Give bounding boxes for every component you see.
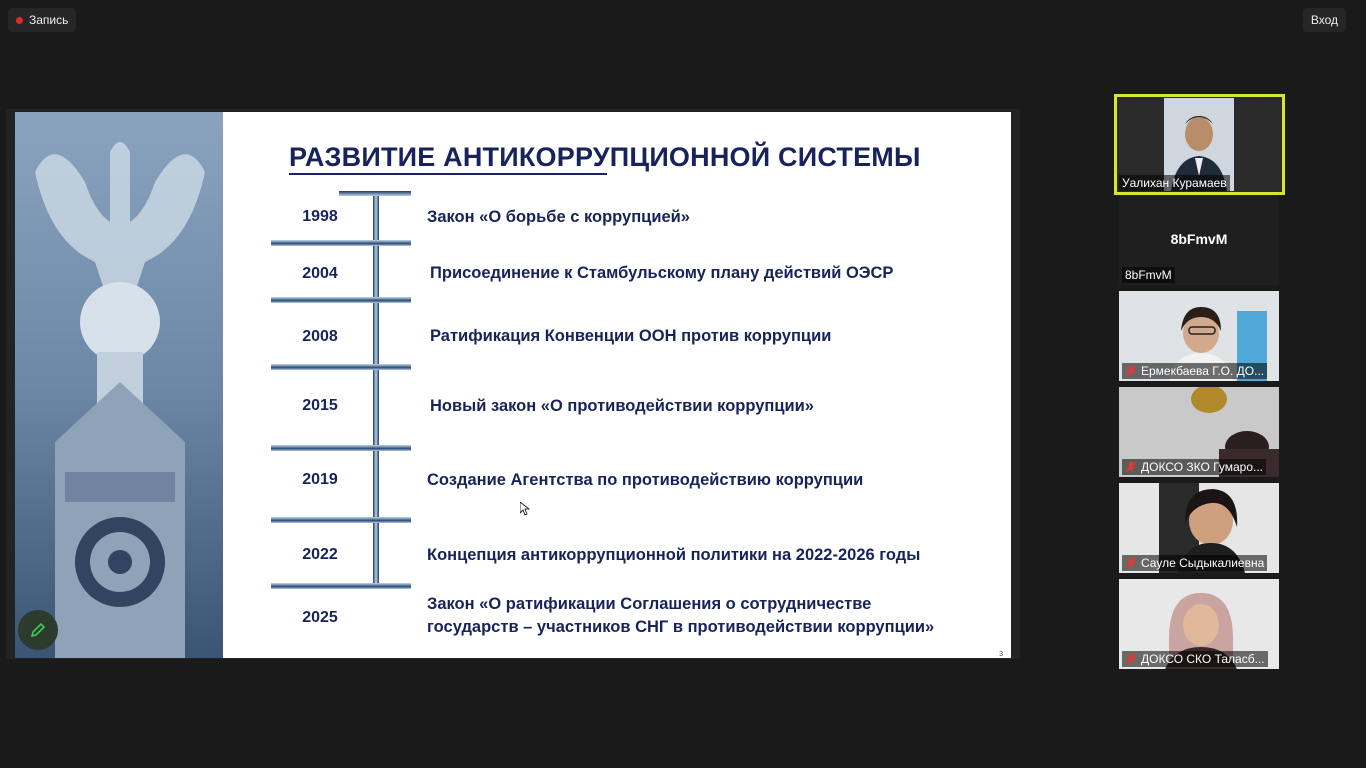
participant-name: Уалихан Курамаев [1119, 175, 1230, 191]
timeline-event: Новый закон «О противодействии коррупции» [430, 397, 814, 415]
participant-name: Сауле Сыдыкалиевна [1122, 555, 1267, 571]
timeline-divider [271, 445, 411, 451]
participant-center-label: 8bFmvM [1170, 231, 1228, 247]
slide-page-number: 3 [999, 651, 1003, 658]
timeline-year: 2004 [302, 265, 338, 282]
participant-tile[interactable] [1119, 483, 1279, 573]
timeline-year: 2008 [302, 328, 338, 345]
timeline-event: Закон «О ратификации Соглашения о сотрудничестве [427, 595, 872, 613]
slide-content [223, 112, 1011, 658]
participant-tile[interactable] [1119, 579, 1279, 669]
exit-label: Вход [1310, 13, 1338, 27]
timeline-year: 2025 [302, 609, 338, 626]
timeline-year: 1998 [302, 208, 338, 225]
mic-muted-icon [1125, 557, 1137, 569]
timeline-event: Создание Агентства по противодействию коррупции [427, 471, 864, 489]
participant-name: ДОКСО ЗКО Гумаро... [1122, 459, 1266, 475]
timeline-year: 2015 [302, 397, 338, 414]
mouse-cursor-icon [520, 502, 530, 516]
timeline-year: 2019 [302, 471, 338, 488]
monument-image [15, 112, 223, 658]
participant-tile[interactable] [1119, 387, 1279, 477]
timeline-divider [271, 583, 411, 589]
timeline-axis [373, 196, 379, 586]
participant-tile[interactable] [1119, 195, 1279, 285]
record-dot-icon [16, 17, 23, 24]
exit-button[interactable] [1303, 8, 1346, 32]
annotate-button[interactable] [18, 610, 58, 650]
participant-name: ДОКСО СКО Таласб... [1122, 651, 1268, 667]
participant-name: 8bFmvM [1122, 267, 1175, 283]
participant-name: Ермекбаева Г.О. ДО... [1122, 363, 1267, 379]
timeline-event-line2: государств – участников СНГ в противодействии коррупции» [427, 618, 935, 636]
shared-slide [15, 112, 1011, 658]
record-label: Запись [29, 13, 69, 27]
mic-muted-icon [1125, 653, 1137, 665]
pencil-icon [29, 621, 47, 639]
mic-muted-icon [1125, 461, 1137, 473]
timeline-event: Концепция антикоррупционной политики на 2022-2026 годы [427, 546, 921, 564]
timeline-event: Ратификация Конвенции ООН против коррупции [430, 327, 832, 345]
recording-indicator[interactable] [8, 8, 76, 32]
timeline-divider [271, 364, 411, 370]
participant-tile-active[interactable] [1116, 96, 1283, 193]
participant-tile[interactable] [1119, 291, 1279, 381]
timeline-divider [271, 517, 411, 523]
title-underline [289, 173, 607, 175]
slide-title: РАЗВИТИЕ АНТИКОРРУПЦИОННОЙ СИСТЕМЫ [289, 142, 921, 172]
timeline-divider [271, 240, 411, 246]
timeline-event: Закон «О борьбе с коррупцией» [427, 208, 690, 226]
timeline-year: 2022 [302, 546, 338, 563]
mic-muted-icon [1125, 365, 1137, 377]
timeline-divider [271, 297, 411, 303]
timeline-event: Присоединение к Стамбульскому плану действий ОЭСР [430, 264, 894, 282]
